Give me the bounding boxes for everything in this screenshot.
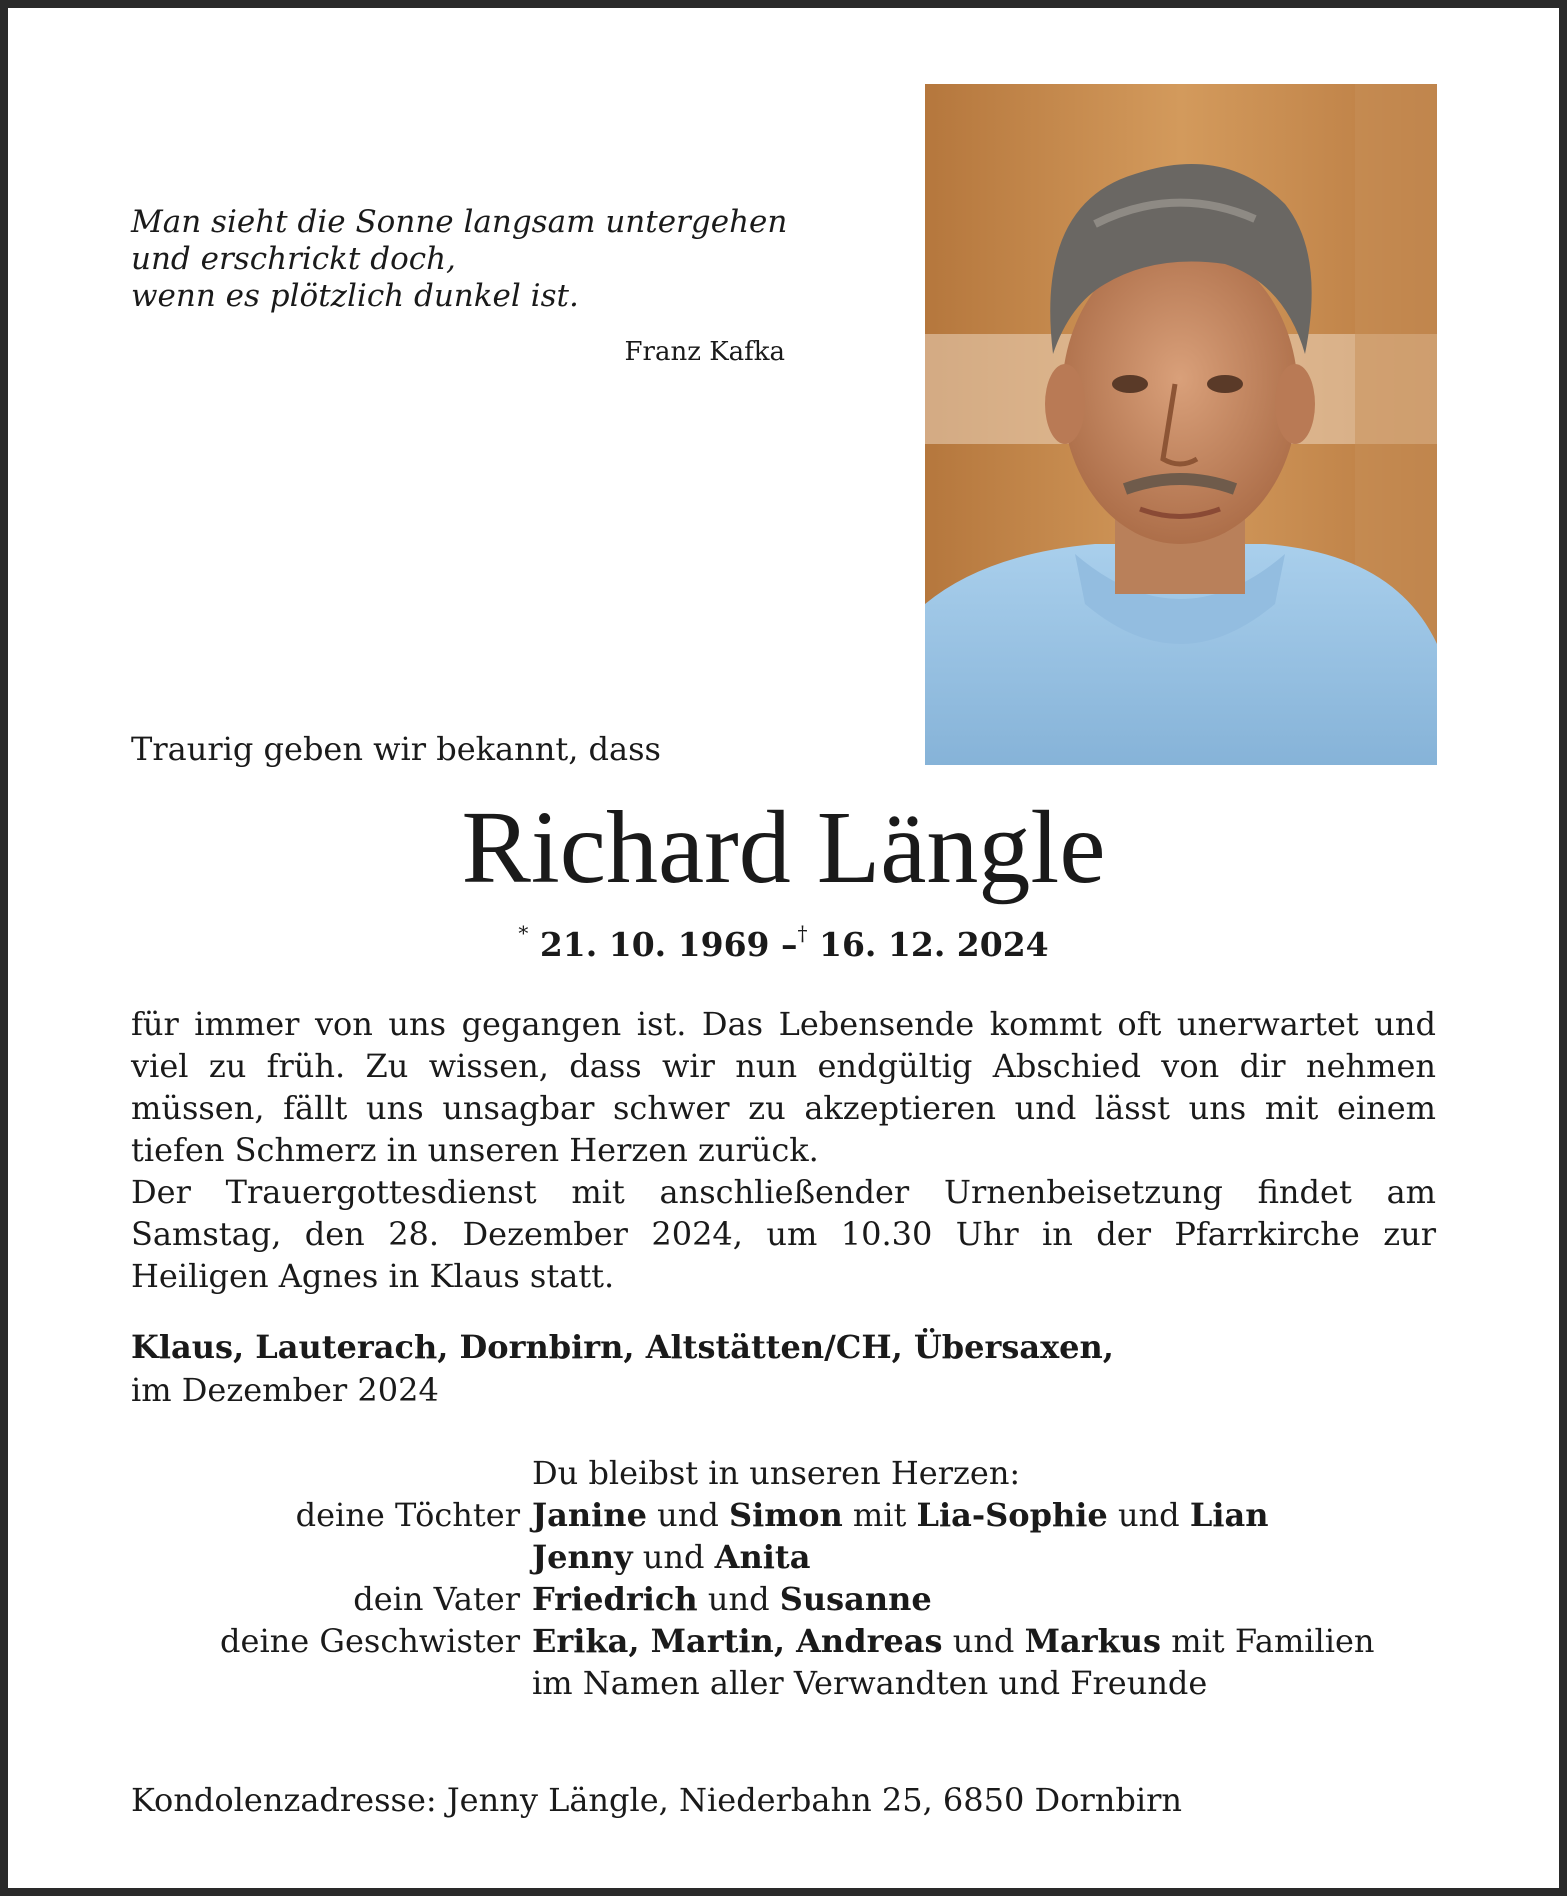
- date-separator: –: [781, 925, 798, 964]
- family-closing: im Namen aller Verwandten und Freunde: [532, 1664, 1208, 1702]
- places-line: Klaus, Lauterach, Dornbirn, Altstätten/CH, Übersaxen,: [131, 1328, 1114, 1366]
- kafka-quote: [131, 204, 811, 315]
- service-paragraph: Der Trauergottesdienst mit anschließender Urnenbeisetzung findet am Samstag, den 28. Dezember 2024, um 10.30 Uhr in der Pfarrkirche zur Heiligen Agnes in Klaus statt.: [131, 1173, 1436, 1295]
- intro-text: Traurig geben wir bekannt, dass: [131, 730, 661, 768]
- siblings-label: deine Geschwister: [220, 1622, 520, 1660]
- birth-symbol: *: [518, 921, 529, 945]
- father-label: dein Vater: [353, 1580, 520, 1618]
- siblings-line: Erika, Martin, Andreas und Markus mit Familien: [532, 1622, 1375, 1660]
- condolence-address: Kondolenzadresse: Jenny Längle, Niederbahn 25, 6850 Dornbirn: [131, 1781, 1182, 1819]
- quote-line: wenn es plötzlich dunkel ist.: [131, 278, 579, 314]
- body-paragraph: für immer von uns gegangen ist. Das Lebensende kommt oft unerwartet und viel zu früh. Zu wissen, dass wir nun endgültig Abschied von dir nehmen müssen, fällt uns unsagbar schwer zu akzeptieren und lässt uns mit einem tiefen Schmerz in unseren Herzen zurück.: [131, 1005, 1436, 1169]
- quote-author: Franz Kafka: [624, 337, 785, 367]
- places-block: [131, 1326, 1114, 1412]
- portrait-photo: [925, 84, 1437, 765]
- daughters-line: Janine und Simon mit Lia-Sophie und Lian: [532, 1496, 1269, 1534]
- quote-line: und erschrickt doch,: [131, 241, 456, 277]
- death-date: 16. 12. 2024: [819, 925, 1049, 964]
- family-heading: Du bleibst in unseren Herzen:: [532, 1454, 1021, 1492]
- family-block: [131, 1452, 1441, 1704]
- death-symbol: †: [797, 921, 808, 945]
- father-line: Friedrich und Susanne: [532, 1580, 932, 1618]
- announcement-body: [131, 1003, 1436, 1297]
- daughters-line-2: Jenny und Anita: [532, 1538, 811, 1576]
- deceased-name: Richard Längle: [461, 790, 1106, 905]
- life-dates: [0, 921, 1567, 964]
- places-date: im Dezember 2024: [131, 1371, 439, 1409]
- birth-date: 21. 10. 1969: [539, 925, 770, 964]
- daughters-label: deine Töchter: [295, 1496, 520, 1534]
- quote-line: Man sieht die Sonne langsam untergehen: [131, 204, 788, 240]
